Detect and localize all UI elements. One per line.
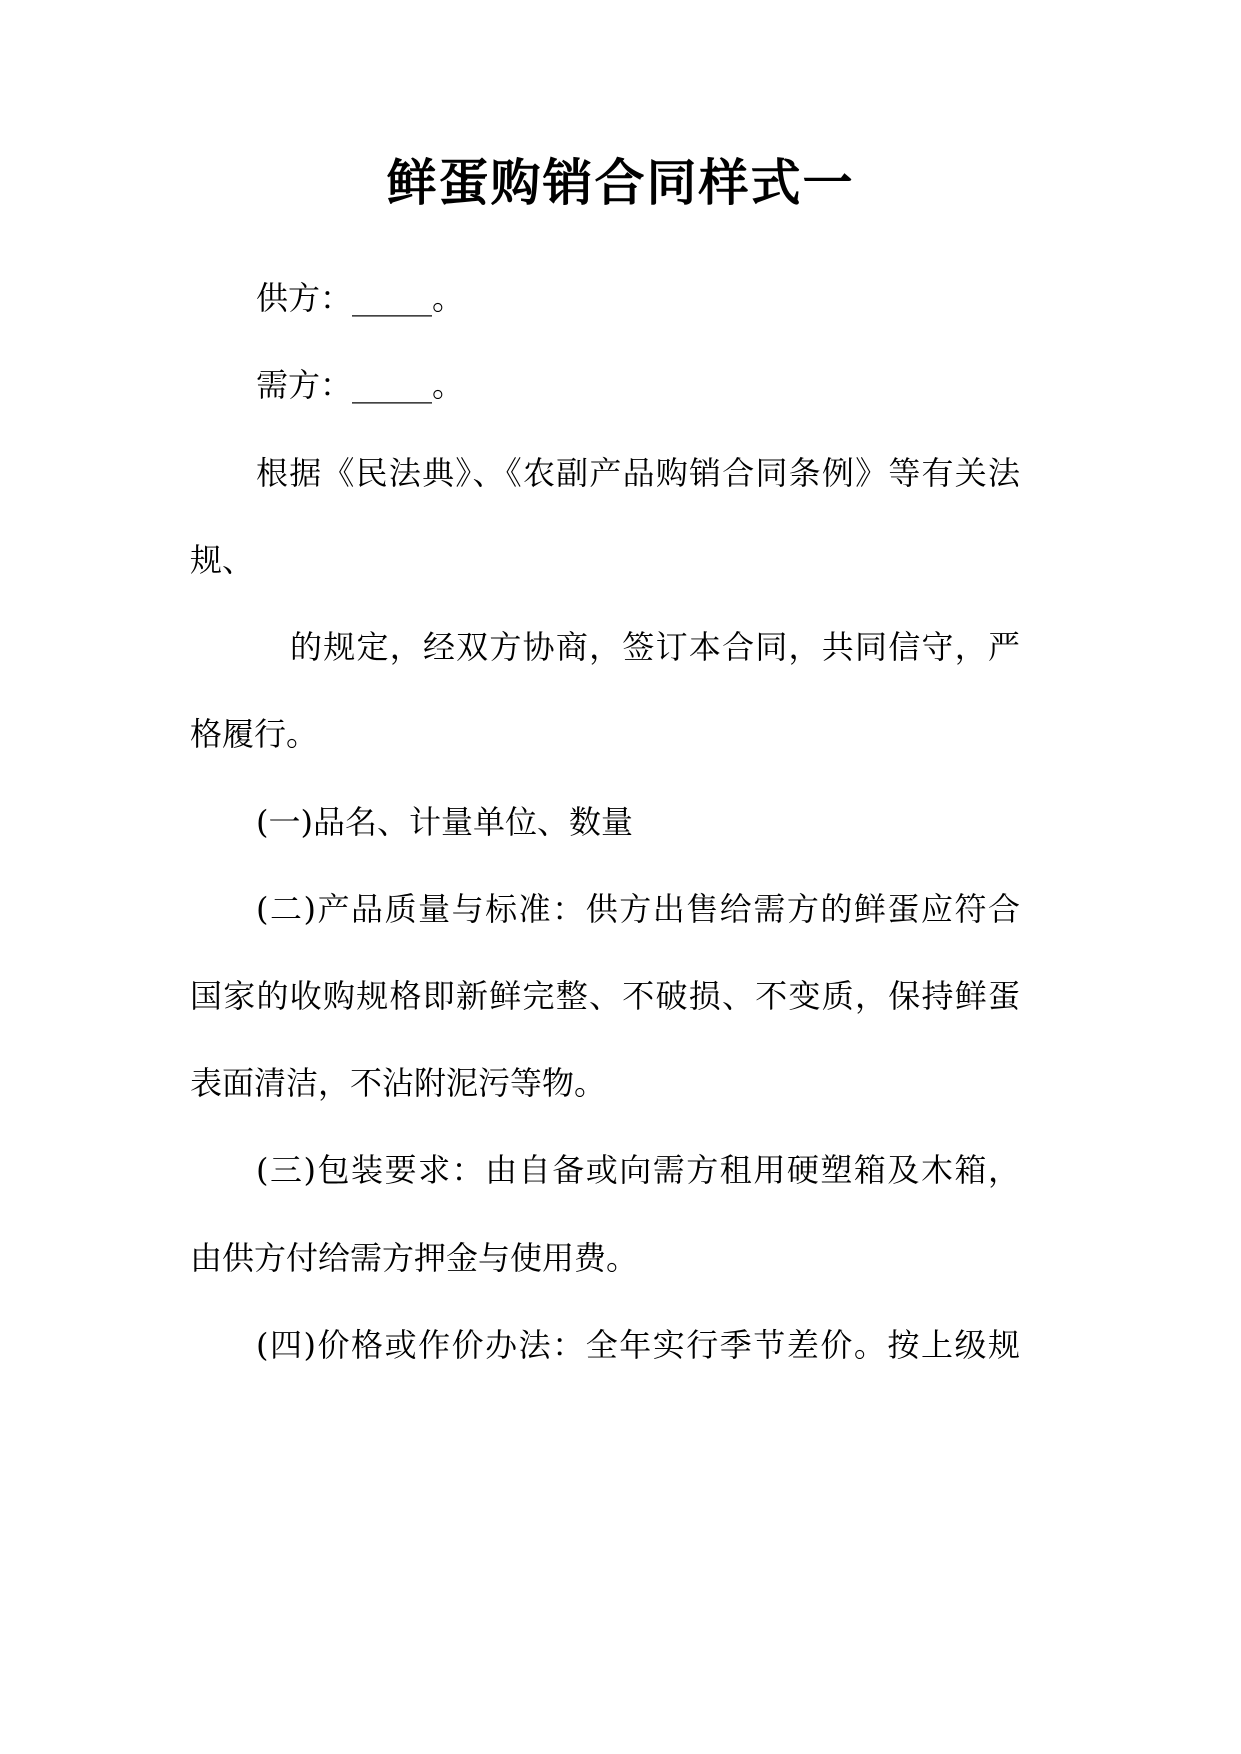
- buyer-line: 需方：_____。: [256, 366, 465, 404]
- paragraph-line: 格履行。: [190, 715, 319, 753]
- paragraph-line: (四)价格或作价办法：全年实行季节差价。按上级规: [256, 1326, 1020, 1364]
- paragraph-line: 的规定，经双方协商，签订本合同，共同信守，严: [290, 628, 1020, 666]
- paragraph-line: 根据《民法典》、《农副产品购销合同条例》等有关法: [256, 454, 1020, 492]
- document-title: 鲜蛋购销合同样式一: [386, 154, 855, 212]
- section-heading: (一)品名、计量单位、数量: [256, 803, 633, 841]
- paragraph-line: 由供方付给需方押金与使用费。: [190, 1239, 639, 1277]
- paragraph-line: (三)包装要求：由自备或向需方租用硬塑箱及木箱，: [256, 1151, 1020, 1189]
- paragraph-line: 国家的收购规格即新鲜完整、不破损、不变质，保持鲜蛋: [190, 977, 1020, 1015]
- paragraph-line: (二)产品质量与标准：供方出售给需方的鲜蛋应符合: [256, 890, 1020, 928]
- paragraph-line: 表面清洁，不沾附泥污等物。: [190, 1064, 607, 1102]
- paragraph-line: 规、: [190, 541, 255, 579]
- supplier-line: 供方：_____。: [256, 279, 465, 317]
